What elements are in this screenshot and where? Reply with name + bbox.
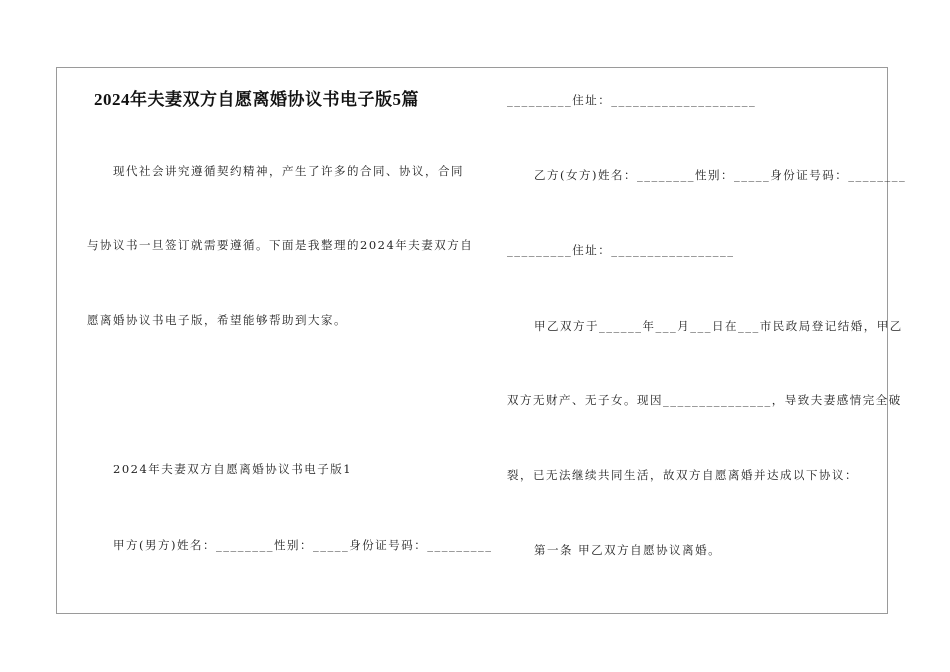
article-one: 第一条 甲乙双方自愿协议离婚。 [534, 543, 722, 557]
marriage-paragraph-line-3: 裂，已无法继续共同生活，故双方自愿离婚并达成以下协议： [507, 468, 858, 482]
party-a-address: _________住址：____________________ [507, 93, 757, 107]
party-b-address: _________住址：_________________ [507, 243, 735, 257]
party-a-info: 甲方(男方)姓名：________性别：_____身份证号码：_________ [113, 538, 493, 552]
document-title: 2024年夫妻双方自愿离婚协议书电子版5篇 [94, 90, 419, 109]
intro-paragraph-line-3: 愿离婚协议书电子版，希望能够帮助到大家。 [87, 313, 347, 327]
marriage-paragraph-line-2: 双方无财产、无子女。现因_______________，导致夫妻感情完全破 [507, 393, 902, 407]
party-b-info: 乙方(女方)姓名：________性别：_____身份证号码：________ [534, 168, 907, 182]
marriage-paragraph-line-1: 甲乙双方于______年___月___日在___市民政局登记结婚，甲乙 [534, 319, 903, 333]
document-page [56, 67, 907, 614]
section-heading: 2024年夫妻双方自愿离婚协议书电子版1 [113, 462, 353, 476]
intro-paragraph-line-1: 现代社会讲究遵循契约精神，产生了许多的合同、协议，合同 [113, 164, 464, 178]
intro-paragraph-line-2: 与协议书一旦签订就需要遵循。下面是我整理的2024年夫妻双方自 [87, 238, 474, 252]
